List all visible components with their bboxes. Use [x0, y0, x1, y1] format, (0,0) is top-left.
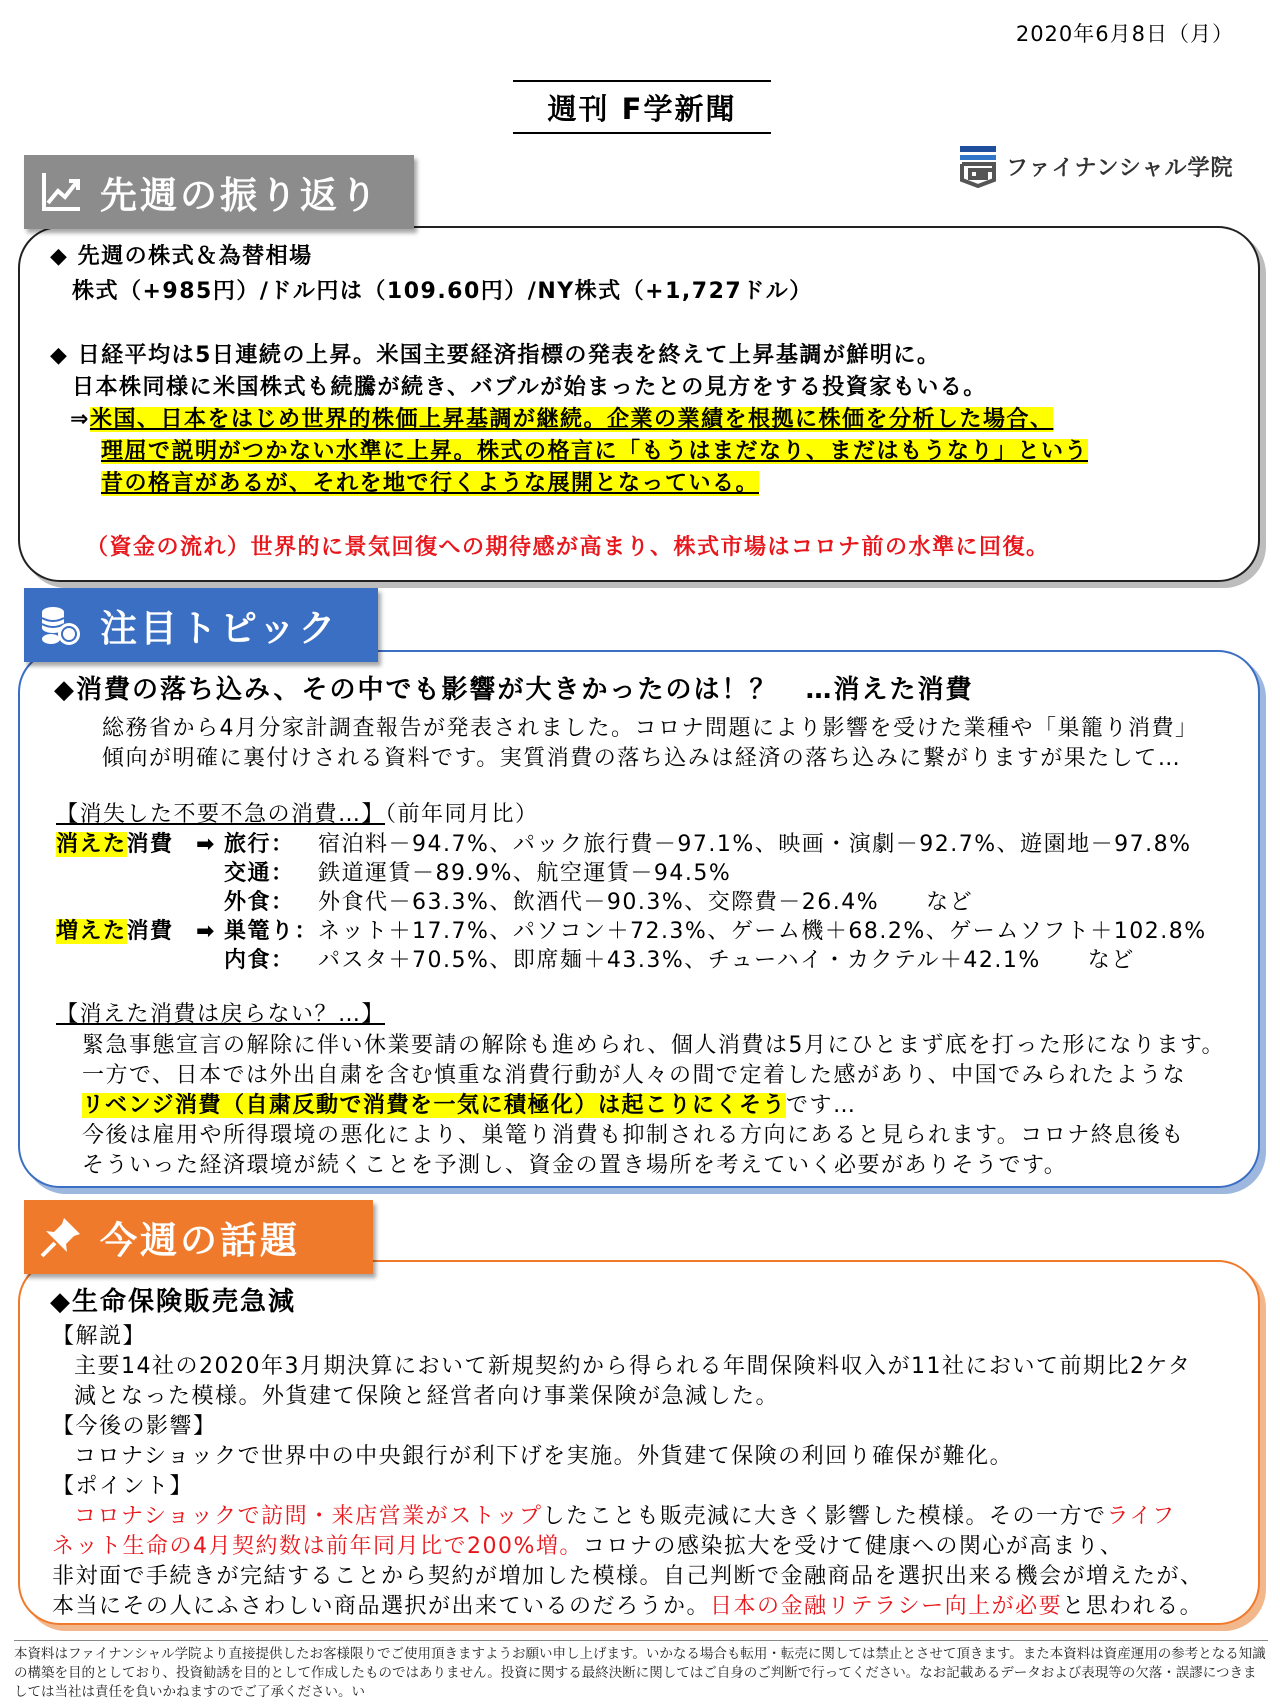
- body-text-head: 本当にその人にふさわしい商品選択が出来ているのだろうか。: [52, 1594, 711, 1619]
- red-text: ネット生命の4月契約数は前年同月比で200%増。: [52, 1534, 583, 1559]
- body-text: 一方で、日本では外出自粛を含む慎重な消費行動が人々の間で定着した感があり、中国でみられたような: [82, 1063, 1187, 1088]
- section-tab-label: 注目トピック: [100, 607, 339, 650]
- market-summary: 株式（+985円）/ドル円は（109.60円）/NY株式（+1,727ドル）: [72, 279, 813, 304]
- newsletter-title: 週刊 F学新聞: [547, 91, 737, 126]
- body-text: [74, 1502, 1176, 1532]
- body-text: コロナショックで世界中の中央銀行が利下げを実施。外貨建て保険の利回り確保が難化。: [74, 1444, 1014, 1469]
- label-point: 【ポイント】: [52, 1474, 194, 1499]
- analysis-line-3: [101, 469, 759, 499]
- highlight-text: リベンジ消費（自粛反動で消費を一気に積極化）は起こりにくそう: [82, 1093, 787, 1118]
- highlight-text: 昔の格言があるが、それを地で行くような展開となっている。: [101, 471, 760, 496]
- body-text-mid: したことも販売減に大きく影響した模様。その一方で: [542, 1504, 1107, 1529]
- section-tab-last-week: [24, 155, 414, 229]
- market-heading: ◆ 先週の株式＆為替相場: [50, 244, 313, 269]
- body-text: そういった経済環境が続くことを予測し、資金の置き場所を考えていく必要がありそうです。: [82, 1153, 1068, 1178]
- yoy-note: （前年同月比）: [385, 802, 539, 827]
- section-tab-topic: [24, 588, 378, 662]
- body-text-tail: です…: [786, 1093, 857, 1118]
- section-tab-label: 先週の振り返り: [100, 174, 380, 217]
- row-category: 交通：: [224, 861, 295, 886]
- section-tab-label: 今週の話題: [100, 1219, 300, 1262]
- issue-date: 2020年6月8日（月）: [1015, 22, 1234, 46]
- red-text: コロナショックで訪問・来店営業がストップ: [74, 1504, 543, 1529]
- body-text: [52, 1592, 1203, 1622]
- label-impact: 【今後の影響】: [52, 1414, 217, 1439]
- subsection-title: 【消えた消費は戻らない？…】: [56, 1002, 386, 1027]
- body-text: [52, 1532, 1123, 1562]
- body-text-tail: と思われる。: [1062, 1594, 1204, 1619]
- row-prefix: 消費: [126, 832, 174, 857]
- row-arrow: ➡: [196, 919, 216, 944]
- row-detail: ネット＋17.7%、パソコン＋72.3%、ゲーム機＋68.2%、ゲームソフト＋102.8%: [318, 919, 1207, 944]
- topic-heading: ◆消費の落ち込み、その中でも影響が大きかったのは！？ …消えた消費: [54, 675, 974, 705]
- company-logo: [958, 144, 1233, 188]
- analysis-line-2: [101, 437, 1088, 467]
- row-prefix-highlight: 消えた: [56, 832, 127, 857]
- row-detail: パスタ＋70.5%、即席麺＋43.3%、チューハイ・カクテル＋42.1% など: [318, 948, 1135, 973]
- logo-text: ファイナンシャル学院: [1006, 155, 1234, 181]
- topic-intro: 傾向が明確に裏付けされる資料です。実質消費の落ち込みは経済の落ち込みに繋がりますが果たして…: [102, 746, 1182, 771]
- consumption-row: [56, 830, 174, 860]
- body-text: 緊急事態宣言の解除に伴い休業要請の解除も進められ、個人消費は5月にひとまず底を打った形になります。: [82, 1033, 1226, 1058]
- row-arrow: ➡: [196, 832, 216, 857]
- label-explanation: 【解説】: [52, 1324, 147, 1349]
- this-week-heading: ◆生命保険販売急減: [50, 1287, 296, 1317]
- us-stock-paragraph: 日本株同様に米国株式も続騰が続き、バブルが始まったとの見方をする投資家もいる。: [72, 375, 987, 400]
- logo-mark-icon: [958, 144, 998, 188]
- row-prefix: 消費: [126, 919, 174, 944]
- row-category: 外食：: [224, 890, 295, 915]
- row-detail: 外食代－63.3%、飲酒代－90.3%、交際費－26.4% など: [318, 890, 974, 915]
- section-tab-this-week: [24, 1200, 373, 1274]
- body-text: 今後は雇用や所得環境の悪化により、巣篭り消費も抑制される方向にあると見られます。コロナ終息後も: [82, 1123, 1185, 1148]
- body-text: 減となった模様。外貨建て保険と経営者向け事業保険が急減した。: [74, 1384, 780, 1409]
- chart-up-icon: [38, 169, 84, 215]
- subsection-title: [56, 800, 539, 830]
- analysis-line-1: [70, 405, 1053, 435]
- red-text: 日本の金融リテラシー向上が必要: [710, 1594, 1063, 1619]
- newsletter-title-frame: [513, 80, 771, 134]
- body-text: 非対面で手続きが完結することから契約が増加した模様。自己判断で金融商品を選択出来る機会が増えたが、: [52, 1564, 1204, 1589]
- row-detail: 宿泊料－94.7%、パック旅行費－97.1%、映画・演劇－92.7%、遊園地－97.8%: [318, 832, 1192, 857]
- legal-disclaimer: 本資料はファイナンシャル学院より直接提供したお客様限りでご使用頂きますようお願い申し上げます。いかなる場合も転用・転売に関しては禁止とさせて頂きます。また本資料は資産運用の参考となる知識の構築を目的としており、投資勧誘を目的として作成したものではありません。投資に関する最終決断に関してはご自身のご判断で行ってください。なお記載あるデータおよび表現等の欠落・誤謬につきましては当社は責任を負いかねますのでご了承ください。い: [14, 1640, 1268, 1702]
- highlight-text: 米国、日本をはじめ世界的株価上昇基調が継続。企業の業績を根拠に株価を分析した場合、: [89, 407, 1054, 432]
- body-text-tail: コロナの感染拡大を受けて健康への関心が高まり、: [582, 1534, 1124, 1559]
- arrow-mark: ⇒: [70, 407, 90, 432]
- subsection-title-text: 【消失した不要不急の消費…】: [56, 802, 386, 827]
- money-flow: （資金の流れ）世界的に景気回復への期待感が高まり、株式市場はコロナ前の水準に回復。: [86, 535, 1050, 560]
- body-text: [82, 1091, 857, 1121]
- topic-intro: 総務省から4月分家計調査報告が発表されました。コロナ問題により影響を受けた業種や「巣籠り消費」: [102, 716, 1199, 741]
- pin-icon: [38, 1214, 84, 1260]
- row-category: 旅行：: [224, 832, 295, 857]
- consumption-row: [56, 917, 174, 947]
- row-prefix-highlight: 増えた: [56, 919, 127, 944]
- highlight-text: 理屈で説明がつかない水準に上昇。株式の格言に「もうはまだなり、まだはもうなり」という: [101, 439, 1089, 464]
- coins-icon: [38, 602, 84, 648]
- row-category: 内食：: [224, 948, 295, 973]
- body-text: 主要14社の2020年3月期決算において新規契約から得られる年間保険料収入が11社において前期比2ケタ: [74, 1354, 1192, 1379]
- red-text: ライフ: [1106, 1504, 1176, 1529]
- nikkei-paragraph: ◆ 日経平均は5日連続の上昇。米国主要経済指標の発表を終えて上昇基調が鮮明に。: [50, 343, 941, 368]
- row-category: 巣篭り：: [224, 919, 319, 944]
- row-detail: 鉄道運賃－89.9%、航空運賃－94.5%: [318, 861, 732, 886]
